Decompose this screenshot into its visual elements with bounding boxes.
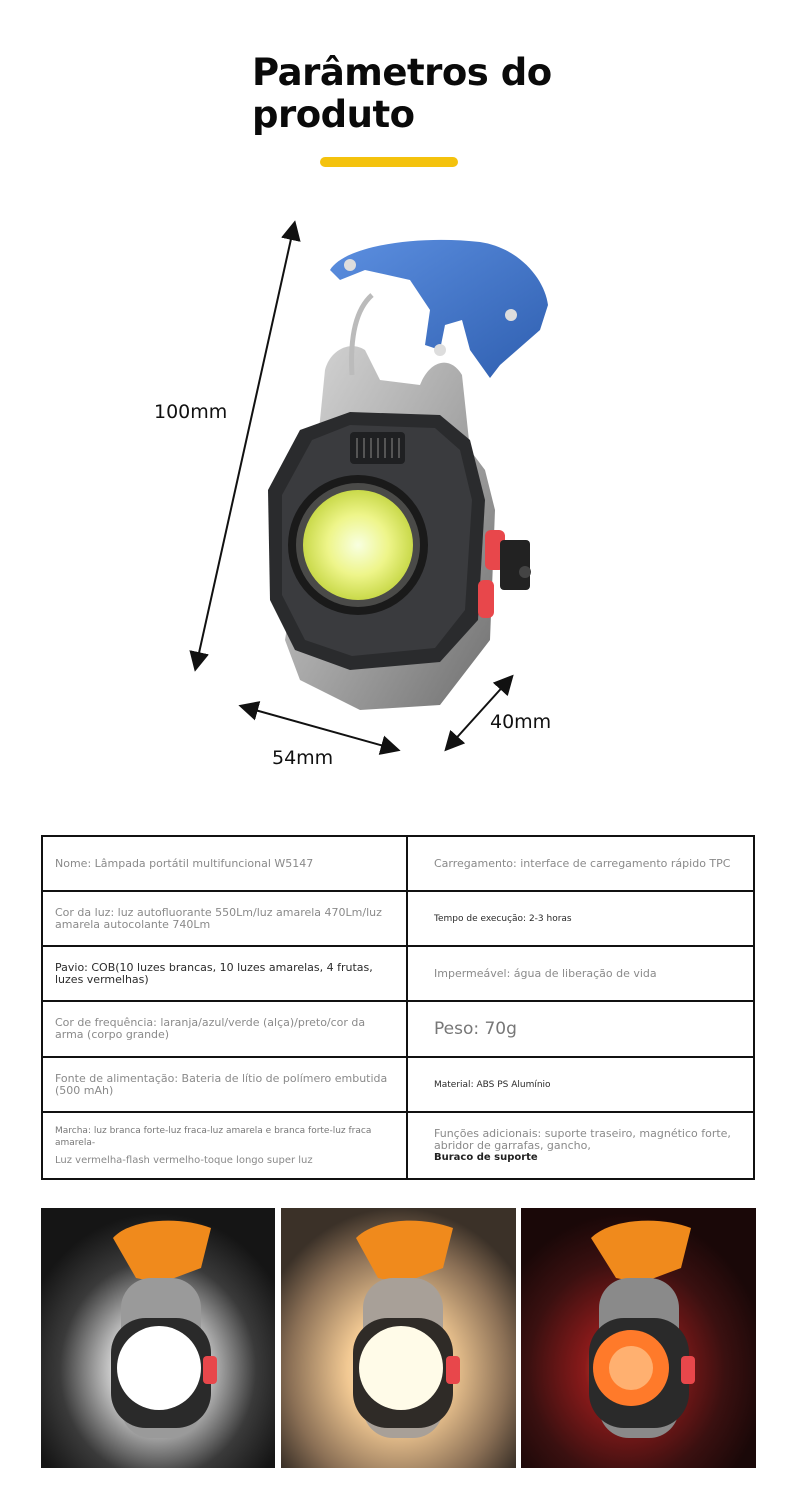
spec-cell: Fonte de alimentação: Bateria de lítio de polímero embutida (500 mAh) [42,1057,407,1112]
table-row [42,836,754,891]
spec-cell: Cor da luz: luz autofluorante 550Lm/luz amarela 470Lm/luz amarela autocolante 740Lm [42,891,407,946]
spec-cell: Material: ABS PS Alumínio [407,1057,754,1112]
spec-cell: Pavio: COB(10 luzes brancas, 10 luzes amarelas, 4 frutas, luzes vermelhas) [42,946,407,1001]
product-diagram [0,200,790,800]
depth-label: 40mm [490,711,552,733]
width-label: 54mm [272,747,334,769]
photo-yellow-light [281,1208,516,1468]
cob-lens [303,490,413,600]
weight-cell: Peso: 70g [407,1001,754,1057]
modes-line-1: Marcha: luz branca forte-luz fraca-luz amarela e branca forte-luz fraca amarela- [55,1125,372,1148]
table-row [42,1001,754,1057]
table-row [42,1057,754,1112]
width-arrow [248,708,391,748]
table-row [42,946,754,1001]
product-illustration [0,200,790,800]
photo-red-light [521,1208,756,1468]
spec-cell: Carregamento: interface de carregamento rápido TPC [407,836,754,891]
functions-line-1: Funções adicionais: suporte traseiro, magnético forte, abridor de garrafas, gancho, [434,1126,731,1152]
photo-white-light [41,1208,275,1468]
table-row [42,891,754,946]
spec-cell [42,1112,407,1179]
page-title: Parâmetros do produto [252,51,552,136]
height-label: 100mm [154,401,228,423]
spec-cell [407,1112,754,1179]
table-row [42,1112,754,1179]
spec-cell: Cor de frequência: laranja/azul/verde (alça)/preto/cor da arma (corpo grande) [42,1001,407,1057]
spec-table [41,835,755,1180]
spec-cell: Tempo de execução: 2-3 horas [407,891,754,946]
spec-cell: Nome: Lâmpada portátil multifuncional W5147 [42,836,407,891]
spec-cell: Impermeável: água de liberação de vida [407,946,754,1001]
modes-line-2: Luz vermelha-flash vermelho-toque longo super luz [55,1154,313,1166]
title-underline [320,157,458,167]
functions-line-2: Buraco de suporte [434,1151,538,1163]
